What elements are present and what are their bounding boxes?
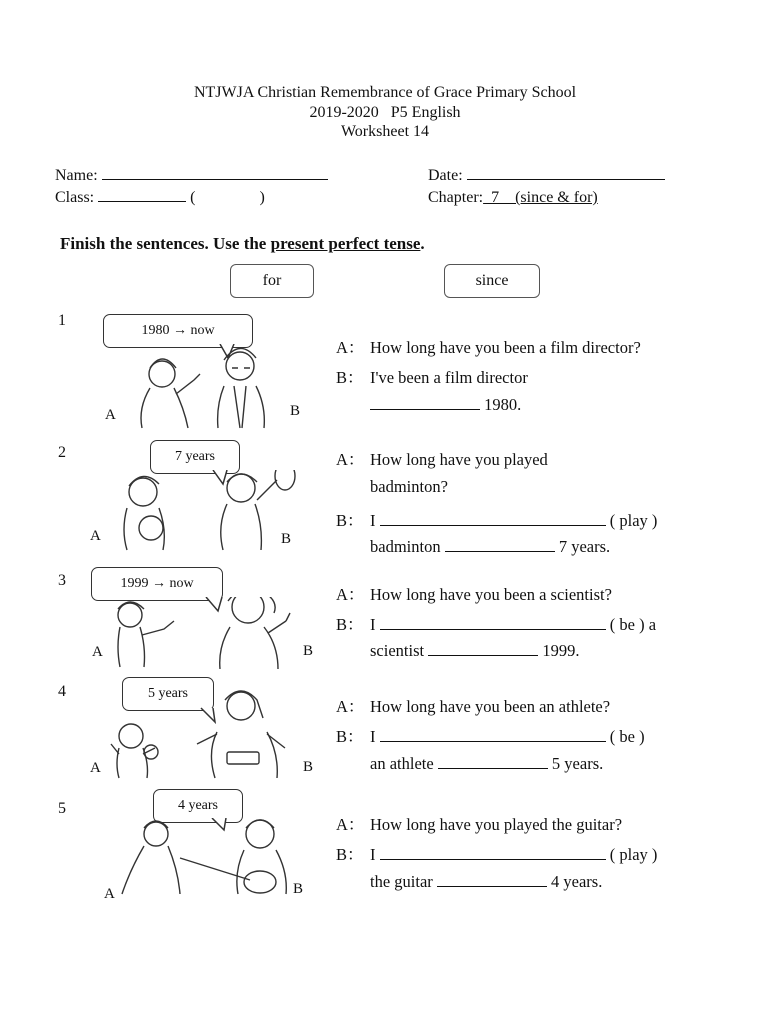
answer-blank[interactable]: [428, 655, 538, 656]
class-paren-close: ): [259, 189, 265, 206]
speech-bubble: 1999 → now: [91, 567, 223, 601]
dialogue-line: B： I ( be ) a: [336, 615, 657, 634]
class-blank[interactable]: [98, 201, 186, 202]
dialogue-line: B： I ( be ): [336, 727, 645, 746]
answer-blank[interactable]: [380, 525, 606, 526]
answer-blank[interactable]: [380, 629, 606, 630]
guitar-illustration: [110, 818, 300, 896]
speech-bubble: 5 years: [122, 677, 214, 711]
chapter-value: 7 (since & for): [483, 189, 598, 206]
instruction-emphasis: present perfect tense: [270, 234, 421, 253]
class-paren-open: (: [190, 189, 196, 206]
label-b: B: [281, 531, 292, 547]
date-label: Date:: [428, 167, 463, 184]
name-field[interactable]: [55, 167, 328, 185]
class-field[interactable]: [55, 189, 265, 207]
name-blank[interactable]: [102, 179, 328, 180]
dialogue-line: 1980.: [370, 395, 521, 415]
label-b: B: [303, 643, 314, 659]
badminton-illustration: [105, 470, 305, 552]
scientist-illustration: [100, 597, 310, 669]
label-b: B: [290, 403, 301, 419]
school-name: NTJWJA Christian Remembrance of Grace Primary School: [193, 84, 577, 101]
label-a: A: [105, 407, 116, 423]
speech-bubble: 4 years: [153, 789, 243, 823]
answer-blank[interactable]: [380, 741, 606, 742]
film-director-illustration: [120, 344, 290, 429]
dialogue-line: A： How long have you been a film director?: [336, 338, 641, 357]
dialogue-line: B： I ( play ): [336, 511, 658, 530]
chapter-label: Chapter:: [428, 189, 484, 206]
instruction: [60, 234, 425, 254]
answer-blank[interactable]: [438, 768, 548, 769]
name-label: Name:: [55, 167, 98, 184]
answer-blank[interactable]: [445, 551, 555, 552]
date-blank[interactable]: [467, 179, 665, 180]
instruction-text: Finish the sentences. Use the: [60, 234, 271, 253]
class-label: Class:: [55, 189, 95, 206]
dialogue-line: B： I've been a film director: [336, 368, 528, 387]
label-b: B: [293, 881, 304, 897]
dialogue-line: the guitar 4 years.: [370, 872, 603, 891]
dialogue-line: B： I ( play ): [336, 845, 658, 864]
dialogue-line: an athlete 5 years.: [370, 754, 604, 773]
label-a: A: [92, 644, 103, 660]
answer-blank[interactable]: [370, 409, 480, 410]
dialogue-line: A： How long have you been an athlete?: [336, 697, 611, 716]
label-a: A: [90, 528, 101, 544]
question-number: 4: [58, 683, 66, 700]
dialogue-line: A： How long have you played the guitar?: [336, 815, 623, 834]
label-b: B: [303, 759, 314, 775]
worksheet-title: Worksheet 14: [340, 123, 430, 140]
dialogue-line: badminton?: [370, 477, 448, 496]
dialogue-line: badminton 7 years.: [370, 537, 611, 556]
year-subject: 2019-2020 P5 English: [309, 104, 461, 121]
label-a: A: [104, 886, 115, 902]
question-number: 2: [58, 444, 66, 461]
answer-blank[interactable]: [437, 886, 547, 887]
dialogue-line: scientist 1999.: [370, 641, 580, 660]
answer-blank[interactable]: [380, 859, 606, 860]
word-box-for: for: [230, 264, 314, 298]
question-number: 5: [58, 800, 66, 817]
chapter-field: [428, 189, 598, 207]
dialogue-line: A： How long have you played: [336, 450, 548, 469]
speech-bubble: 1980 → now: [103, 314, 253, 348]
date-field[interactable]: [428, 167, 665, 185]
athlete-illustration: [105, 690, 305, 782]
speech-bubble: 7 years: [150, 440, 240, 474]
label-a: A: [90, 760, 101, 776]
word-box-since: since: [444, 264, 540, 298]
question-number: 1: [58, 312, 66, 329]
question-number: 3: [58, 572, 66, 589]
dialogue-line: A： How long have you been a scientist?: [336, 585, 612, 604]
instruction-end: .: [420, 234, 425, 253]
